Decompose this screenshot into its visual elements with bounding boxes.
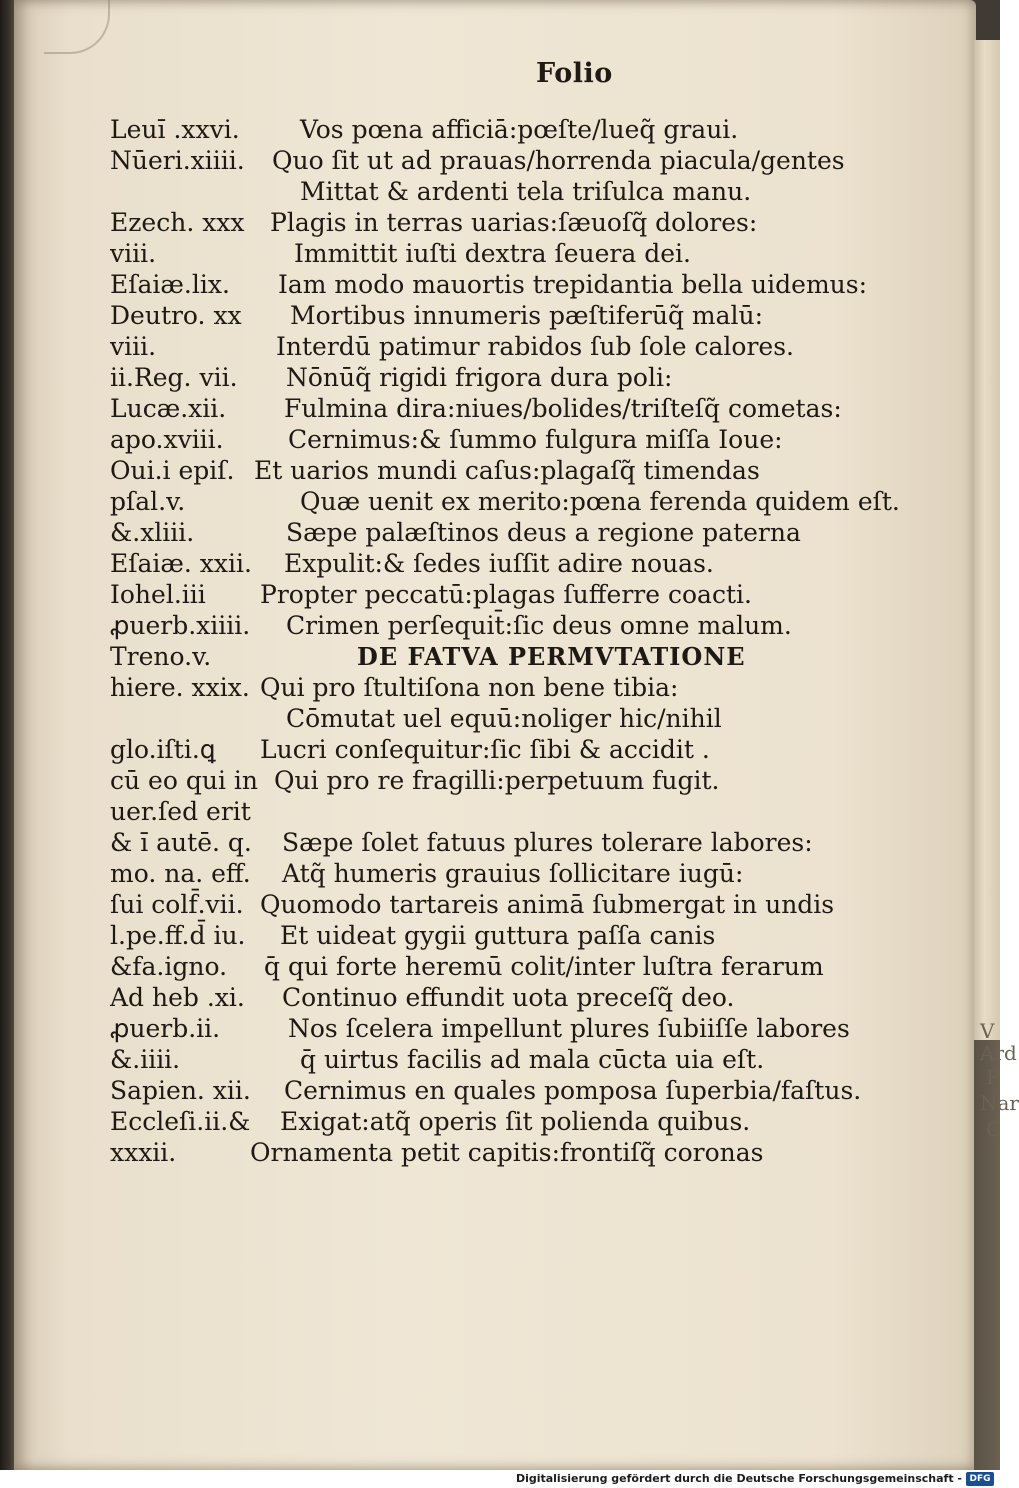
verse-text: Et uarios mundi caſus:plagaſq̃ timendas: [254, 456, 760, 485]
text-line: [110, 889, 970, 920]
text-line: [110, 672, 970, 703]
verse-text: Qui pro ſtultiſona non bene tibia:: [260, 673, 679, 702]
adjacent-fragment: Nar: [980, 1091, 1019, 1115]
text-line: [110, 796, 970, 827]
marginal-reference: ii.Reg. vii.: [110, 363, 238, 392]
verse-text: Nos ſcelera impellunt plures ſubiiſſe labores: [288, 1014, 850, 1043]
verse-text: Immittit iuſti dextra ſeuera dei.: [294, 239, 691, 268]
text-line: [110, 331, 970, 362]
marginal-reference: apo.xviii.: [110, 425, 224, 454]
text-line: [110, 145, 970, 176]
text-line: [110, 1044, 970, 1075]
text-line: [110, 610, 970, 641]
marginal-reference: mo. na. eff.: [110, 859, 251, 888]
verse-text: Cernimus:& ſummo fulgura miſſa Ioue:: [288, 425, 783, 454]
text-line: [110, 734, 970, 765]
text-line: [110, 424, 970, 455]
verse-text: q̄ qui forte heremū colit/inter luſtra ferarum: [264, 952, 824, 981]
text-line: [110, 269, 970, 300]
verse-text: Fulmina dira:niues/bolides/triſteſq̃ cometas:: [284, 394, 842, 423]
text-line: [110, 765, 970, 796]
verse-text: Et uideat gygii guttura paſſa canis: [280, 921, 716, 950]
marginal-reference: Ad heb .xi.: [110, 983, 245, 1012]
text-line: [110, 548, 970, 579]
verse-text: Quo ſit ut ad prauas/horrenda piacula/gentes: [272, 146, 845, 175]
verse-text: Qui pro re fragilli:perpetuum fugit.: [274, 766, 720, 795]
marginal-reference: pſal.v.: [110, 487, 186, 516]
adjacent-fragment: C: [986, 1117, 1002, 1141]
verse-text: Quæ uenit ex merito:pœna ferenda quidem eſt.: [300, 487, 900, 516]
text-block: [110, 114, 970, 1168]
text-line: [110, 920, 970, 951]
marginal-reference: Eſaiæ. xxii.: [110, 549, 252, 578]
text-line: [110, 486, 970, 517]
footer-bar: [0, 1470, 1000, 1488]
marginal-reference: ꝓuerb.ii.: [110, 1014, 221, 1043]
text-line: [110, 517, 970, 548]
marginal-reference: Eſaiæ.lix.: [110, 270, 230, 299]
text-line: [110, 176, 970, 207]
verse-text: Iam modo mauortis trepidantia bella uidemus:: [278, 270, 868, 299]
marginal-reference: Ezech. xxx: [110, 208, 245, 237]
adjacent-fragment: Ard: [980, 1041, 1017, 1065]
section-heading: DE FATVA PERMVTATIONE: [357, 642, 746, 671]
marginal-reference: Lucæ.xii.: [110, 394, 227, 423]
marginal-reference: uer.ſed erit: [110, 797, 251, 826]
verse-text: Mortibus innumeris pæſtiferūq̃ malū:: [290, 301, 764, 330]
marginal-reference: Nūeri.xiiii.: [110, 146, 245, 175]
marginal-reference: Sapien. xii.: [110, 1076, 251, 1105]
text-line: [110, 300, 970, 331]
text-line: [110, 951, 970, 982]
adjacent-page-edge: [974, 40, 1000, 1040]
text-line: [110, 827, 970, 858]
marginal-reference: Eccleſi.ii.&: [110, 1107, 251, 1136]
text-line: [110, 114, 970, 145]
verse-text: Ornamenta petit capitis:frontiſq̃ coronas: [250, 1138, 764, 1167]
marginal-reference: ꝓuerb.xiiii.: [110, 611, 251, 640]
marginal-reference: &fa.igno.: [110, 952, 228, 981]
book-page: [14, 0, 976, 1470]
text-line: [110, 393, 970, 424]
text-line: [110, 207, 970, 238]
marginal-reference: hiere. xxix.: [110, 673, 250, 702]
verse-text: Propter peccatū:plagas ſufferre coacti.: [260, 580, 752, 609]
marginal-reference: & ı̄ autē. q.: [110, 828, 252, 857]
marginal-reference: Deutro. xx: [110, 301, 242, 330]
text-line: [110, 1075, 970, 1106]
text-line: [110, 703, 970, 734]
folio-label: Folio: [536, 58, 613, 89]
marginal-reference: viii.: [110, 332, 157, 361]
text-line: [110, 362, 970, 393]
adjacent-fragment: V: [980, 1019, 995, 1043]
verse-text: Mittat & ardenti tela triſulca manu.: [300, 177, 752, 206]
verse-text: Crimen perſequit̄:ſic deus omne malum.: [286, 611, 792, 640]
text-line: [110, 1106, 970, 1137]
verse-text: Expulit:& ſedes iuſſit adire nouas.: [284, 549, 714, 578]
text-line: [110, 579, 970, 610]
verse-text: Sæpe palæſtinos deus a regione paterna: [286, 518, 801, 547]
verse-text: Cōmutat uel equū:noliger hic/nihil: [286, 704, 722, 733]
marginal-reference: Leuı̄ .xxvi.: [110, 115, 240, 144]
marginal-reference: glo.iſti.ꝗ: [110, 735, 216, 764]
page-corner-fold: [44, 0, 110, 54]
text-line: [110, 641, 970, 672]
verse-text: Cernimus en quales pomposa ſuperbia/faſtus.: [284, 1076, 862, 1105]
marginal-reference: Iohel.iii: [110, 580, 206, 609]
verse-text: Interdū patimur rabidos ſub ſole calores.: [276, 332, 794, 361]
verse-text: Lucri conſequitur:ſic ſibi & accidit .: [260, 735, 710, 764]
footer-credit: Digitalisierung gefördert durch die Deutsche Forschungsgemeinschaft -: [515, 1472, 962, 1485]
verse-text: Quomodo tartareis animā ſubmergat in undis: [260, 890, 835, 919]
verse-text: Continuo effundit uota preceſq̃ deo.: [282, 983, 735, 1012]
marginal-reference: &.xliii.: [110, 518, 195, 547]
verse-text: Sæpe ſolet fatuus plures tolerare labores:: [282, 828, 813, 857]
adjacent-fragment: P: [986, 1065, 1000, 1089]
verse-text: q̄ uirtus facilis ad mala cūcta uia eſt.: [300, 1045, 765, 1074]
verse-text: Nōnūq̃ rigidi frigora dura poli:: [286, 363, 673, 392]
marginal-reference: cū eo qui in: [110, 766, 258, 795]
marginal-reference: &.iiii.: [110, 1045, 181, 1074]
text-line: [110, 982, 970, 1013]
text-line: [110, 1137, 970, 1168]
text-line: [110, 1013, 970, 1044]
verse-text: Atq̃ humeris grauius ſollicitare iugū:: [282, 859, 744, 888]
marginal-reference: viii.: [110, 239, 157, 268]
text-line: [110, 455, 970, 486]
verse-text: Vos pœna afficiā:pœſte/lueq̃ graui.: [300, 115, 739, 144]
marginal-reference: l.pe.ff.d̄ iu.: [110, 921, 246, 950]
verse-text: Plagis in terras uarias:ſæuoſq̃ dolores:: [270, 208, 758, 237]
marginal-reference: ſui colf̄.vii.: [110, 890, 244, 919]
marginal-reference: xxxii.: [110, 1138, 177, 1167]
dfg-logo-icon: DFG: [966, 1472, 994, 1486]
marginal-reference: Oui.i epiſ.: [110, 456, 235, 485]
text-line: [110, 238, 970, 269]
marginal-reference: Treno.v.: [110, 642, 212, 671]
text-line: [110, 858, 970, 889]
verse-text: Exigat:atq̃ operis ſit polienda quibus.: [280, 1107, 751, 1136]
